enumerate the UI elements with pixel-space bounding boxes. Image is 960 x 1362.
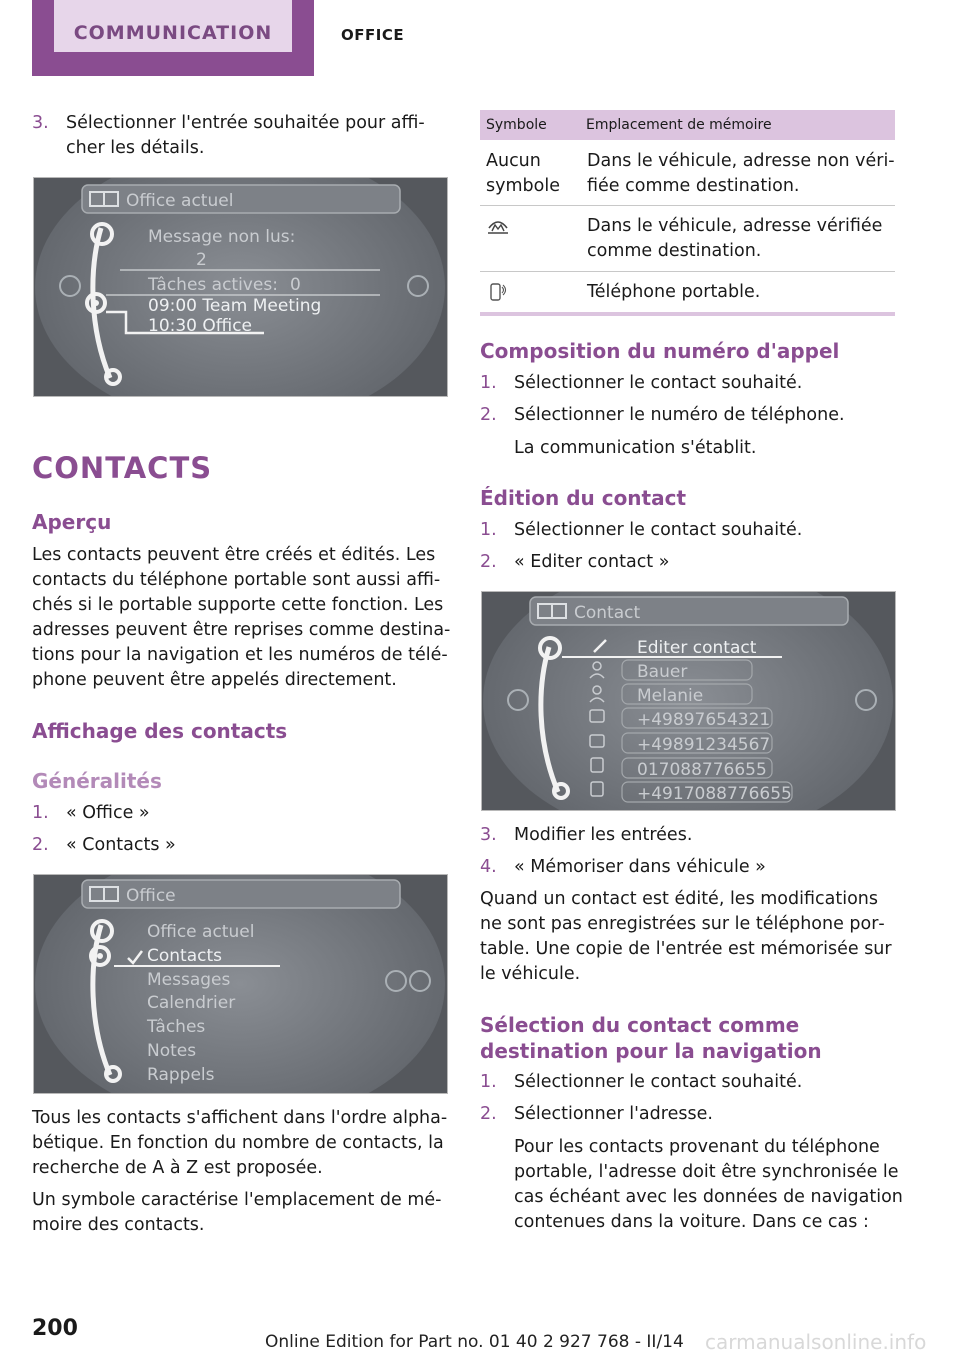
table-cell-desc: Téléphone portable.: [587, 282, 761, 302]
sort-paragraph: Tous les contacts s'affichent dans l'ordre alpha‐ bétique. En fonction du nombre de contacts, la recherche de A à Z est proposée.: [32, 1108, 448, 1178]
screen-office-menu: [33, 874, 448, 1094]
mobile-phone-icon: [487, 281, 507, 303]
step-text: « Editer contact »: [514, 552, 670, 572]
svg-text:Messages: Messages: [147, 970, 231, 990]
svg-text:Office: Office: [126, 886, 176, 906]
composition-heading: Composition du numéro d'appel: [480, 339, 840, 363]
svg-text:Rappels: Rappels: [147, 1065, 215, 1085]
step-text: Sélectionner l'adresse.: [514, 1104, 713, 1124]
edit-paragraph: Quand un contact est édité, les modifications ne sont pas enregistrées sur le téléphone por‐ table. Une copie de l'entrée est mémorisée sur le véhicule.: [480, 889, 892, 984]
step-text: « Office »: [66, 803, 150, 823]
apercu-paragraph: Les contacts peuvent être créés et édités. Les contacts du téléphone portable sont aussi affi‐ chés si le portable supporte cette fonction. Les adresses peuvent être reprises comme destina‐ tions pour la navigation et les numéros de télé‐ phone peuvent être appelés directement.: [32, 545, 451, 690]
selection-heading: Sélection du contact comme destination pour la navigation: [480, 1013, 822, 1063]
svg-text:Editer contact: Editer contact: [637, 638, 757, 658]
svg-text:Contact: Contact: [574, 603, 641, 623]
svg-text:Calendrier: Calendrier: [147, 993, 236, 1013]
table-cell-symbol: Aucun symbole: [486, 151, 560, 196]
apercu-heading: Aperçu: [32, 510, 112, 534]
table-divider: [480, 205, 895, 206]
svg-text:09:00 Team Meeting: 09:00 Team Meeting: [148, 296, 322, 316]
screen-contact-edit: [481, 591, 896, 811]
step-text: Modifier les entrées.: [514, 825, 693, 845]
screen-office-actuel: [33, 177, 448, 397]
section-tab-label: OFFICE: [341, 26, 405, 44]
table-cell-desc: Dans le véhicule, adresse non véri‐ fiée comme destination.: [587, 151, 895, 196]
svg-text:+49897654321: +49897654321: [637, 710, 771, 730]
step-text: « Contacts »: [66, 835, 176, 855]
affichage-heading: Affichage des contacts: [32, 719, 288, 743]
step-text: Sélectionner le contact souhaité.: [514, 373, 803, 393]
screen-title: Office actuel: [126, 191, 234, 211]
step-note: La communication s'établit.: [514, 438, 757, 458]
chapter-tab-label: COMMUNICATION: [54, 0, 292, 52]
step-number: 3.: [32, 113, 49, 133]
step-text: Sélectionner l'entrée souhaitée pour affi‐ cher les détails.: [66, 113, 425, 158]
contacts-heading: CONTACTS: [32, 451, 213, 485]
table-divider: [480, 271, 895, 272]
step-text: Sélectionner le contact souhaité.: [514, 520, 803, 540]
svg-text:Tâches: Tâches: [147, 1017, 206, 1037]
generalites-heading: Généralités: [32, 769, 162, 793]
chapter-tab: [32, 0, 314, 76]
svg-text:017088776655: 017088776655: [637, 760, 767, 780]
svg-text:2: 2: [196, 250, 207, 270]
table-cell-desc: Dans le véhicule, adresse vérifiée comme destination.: [587, 216, 883, 261]
verified-address-icon: [486, 216, 510, 236]
step-text: Sélectionner le contact souhaité.: [514, 1072, 803, 1092]
svg-text:+49891234567: +49891234567: [637, 735, 771, 755]
step-text: Sélectionner le numéro de téléphone.: [514, 405, 845, 425]
watermark: carmanualsonline.info: [705, 1330, 927, 1354]
svg-text:Office actuel: Office actuel: [147, 922, 255, 942]
table-header: Symbole Emplacement de mémoire: [480, 110, 895, 140]
svg-text:Contacts: Contacts: [147, 946, 222, 966]
edition-heading: Édition du contact: [480, 486, 687, 510]
svg-text:Bauer: Bauer: [637, 662, 688, 682]
svg-text:+4917088776655: +4917088776655: [637, 784, 792, 804]
svg-text:10:30 Office: 10:30 Office: [148, 316, 253, 336]
svg-text:Melanie: Melanie: [637, 686, 704, 706]
edition-note: Online Edition for Part no. 01 40 2 927 768 - II/14: [265, 1332, 684, 1352]
svg-text:Notes: Notes: [147, 1041, 197, 1061]
page-number: 200: [32, 1316, 78, 1341]
svg-text:Tâches actives:: Tâches actives:: [148, 275, 278, 295]
table-bottom-rule: [480, 312, 895, 316]
symbol-paragraph: Un symbole caractérise l'emplacement de mé‐ moire des contacts.: [32, 1190, 442, 1235]
svg-text:Message non lus:: Message non lus:: [148, 227, 296, 247]
step-text: « Mémoriser dans véhicule »: [514, 857, 766, 877]
step-note: Pour les contacts provenant du téléphone portable, l'adresse doit être synchronisée le cas échéant avec les données de navigation contenues dans la voiture. Dans ce cas :: [514, 1137, 903, 1232]
svg-text:0: 0: [290, 275, 301, 295]
